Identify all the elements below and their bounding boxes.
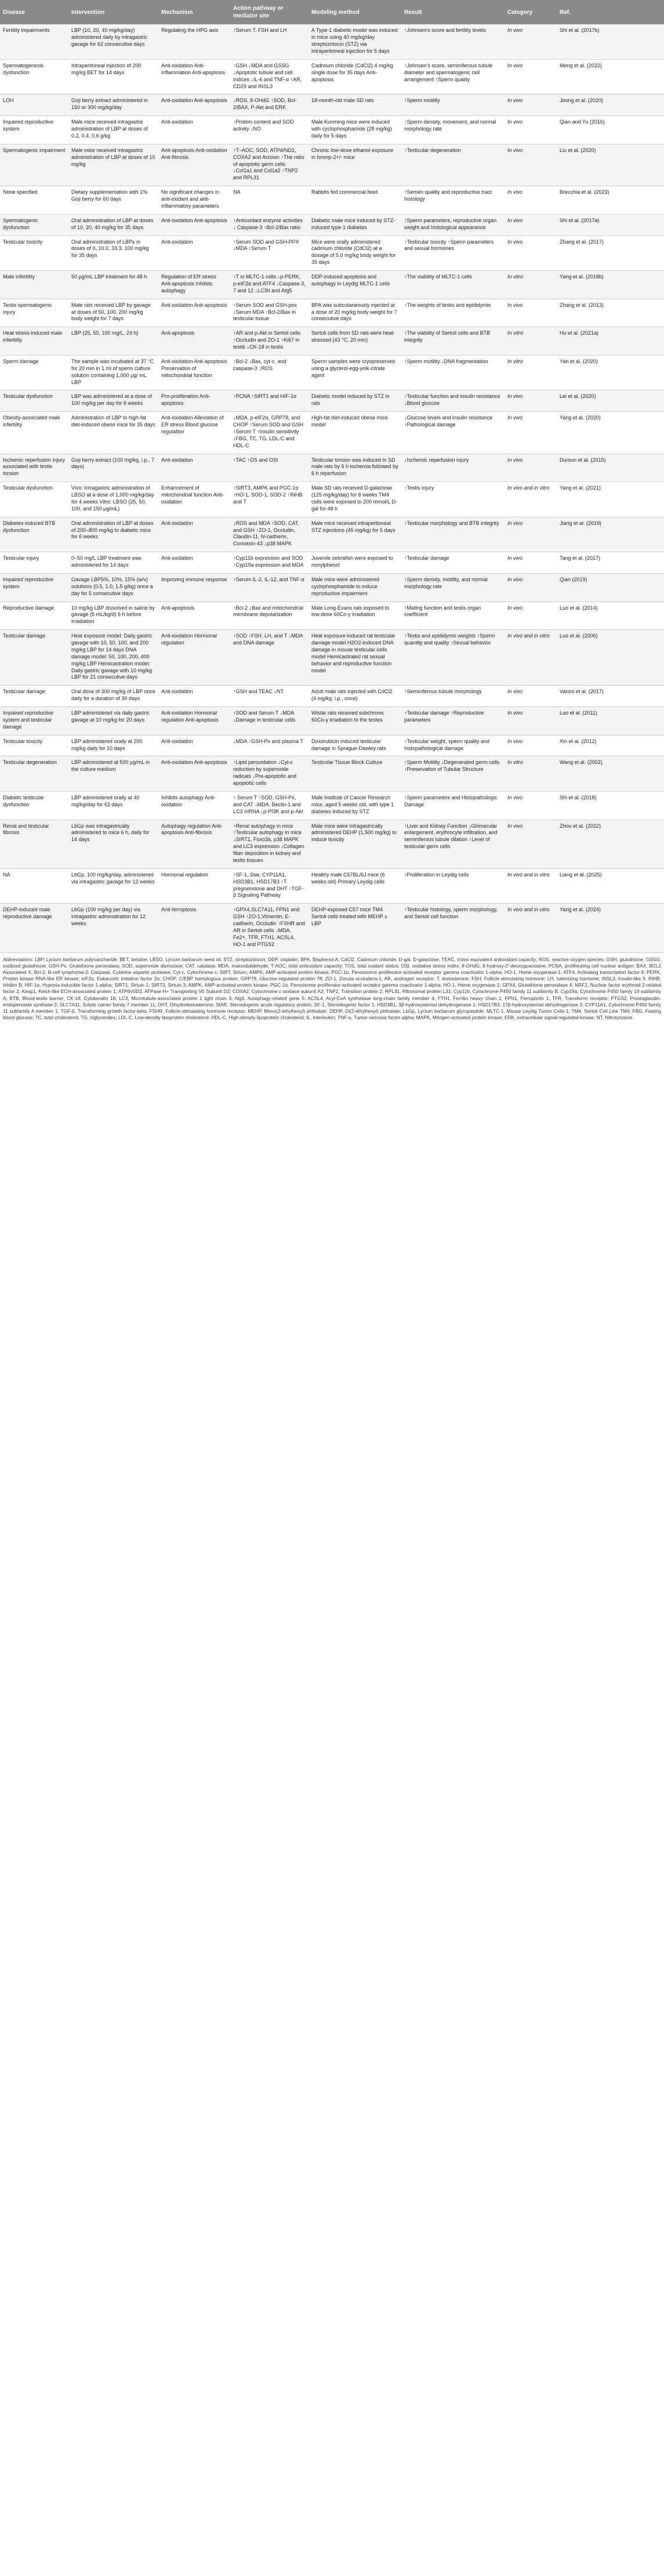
cell-intervention: Oral administration of LBP at doses of 10, 20, 40 mg/kg for 35 days	[68, 214, 158, 236]
cell-intervention: LbGp was intragastrically administered to mice 6 h, daily for 14 days	[68, 820, 158, 868]
cell-result: ↑Testicular damage	[401, 552, 505, 574]
cell-ref: Hu et al. (2021a)	[557, 327, 664, 356]
cell-action: ↑GSH ↓MDA and GSSG ↓Apoptotic tubule and cell indices ↓IL-6 and TNF-α ↑AR, CD29 and INSL3	[230, 59, 309, 95]
cell-model: Male Kunming mice were induced with cyclophosphamide (28 mg/kg) daily for 5 days	[309, 116, 401, 144]
cell-disease: Testicular dysfunction	[0, 390, 68, 412]
cell-mechanism: Hormonal regulation	[158, 868, 230, 904]
cell-ref: Xin et al. (2012)	[557, 735, 664, 756]
cell-ref: Jeong et al. (2020)	[557, 95, 664, 116]
cell-disease: NA	[0, 868, 68, 904]
cell-category: In vitro	[505, 327, 557, 356]
cell-model: Male mice were administered cyclophosphamide to induce reproductive impairment	[309, 573, 401, 602]
table-row	[0, 735, 664, 756]
cell-model: Testicular Tissue Block Culture	[309, 756, 401, 792]
cell-intervention: Gavage LBP5%, 10%, 15% (w/v) solutions (0.5, 1.0, 1.5 g/kg) once a day for 5 consecutive days	[68, 573, 158, 602]
header-mechanism: Mechanism	[158, 0, 230, 24]
table-row	[0, 602, 664, 630]
cell-action: ↓MDA, p-eIF2α, GRP78, and CHOP ↑Serum SOD and GSH ↑Serum T ↑Insulin sensitivity ↓FBG, TC, TG, LDL-C and HDL-C	[230, 412, 309, 454]
cell-category: In vivo	[505, 552, 557, 574]
cell-model: DDP-induced apoptosis and autophagy in Leydig MLTC-1 cells	[309, 271, 401, 299]
cell-ref: Zhou et al. (2022)	[557, 820, 664, 868]
cell-intervention: Male mice received intragastric administration of LBP at doses of 0.2, 0.4, 0.6 g/kg	[68, 116, 158, 144]
cell-category: In vivo and in vitro	[505, 868, 557, 904]
cell-intervention: LBP administered at 500 μg/mL in the culture medium	[68, 756, 158, 792]
abbreviations-lead: Abbreviations: LBP, Lycium barbarum polysaccharide;	[3, 956, 118, 962]
cell-intervention: 50 μg/mL LBP treatment for 48 h	[68, 271, 158, 299]
cell-category: In vivo	[505, 707, 557, 736]
table-row	[0, 482, 664, 517]
table-row	[0, 756, 664, 792]
cell-model: Diabetic male mice induced by STZ-induced type-1 diabetes	[309, 214, 401, 236]
table-row	[0, 186, 664, 215]
cell-mechanism: Anti-apoptosis	[158, 602, 230, 630]
cell-action: ↓ROS and MDA ↑SOD, CAT, and GSH ↑ZO-1, Occludin, Claudin-11, N-cadherin, Connexin-43 ↓p38 MAPK	[230, 517, 309, 552]
cell-intervention: Oral administration of LBPs in doses of 0, 10.0, 33.3, 100 mg/kg for 35 days	[68, 236, 158, 271]
cell-intervention: LBP administered orally at 40 mg/kg/day for 62 days	[68, 791, 158, 820]
cell-result: ↓Glucose levels and insulin resistance ↑Pathological damage	[401, 412, 505, 454]
cell-ref: Shi et al. (2018)	[557, 791, 664, 820]
cell-disease: Testicular damage	[0, 686, 68, 707]
table-header	[0, 0, 664, 24]
table-row	[0, 517, 664, 552]
cell-disease: Testicular dysfunction	[0, 482, 68, 517]
cell-mechanism: Anti-oxidation	[158, 116, 230, 144]
cell-model: A Type-1 diabetic model was induced in mice using 40 mg/kg/day streptozotocin (STZ) via intraperitoneal injection for 5 days	[309, 24, 401, 59]
cell-model: DEHP-exposed C57 mice TM4 Sertoli cells treated with MEHP ± LBP	[309, 904, 401, 952]
table-row	[0, 271, 664, 299]
table-row	[0, 686, 664, 707]
lbp-summary-table	[0, 0, 664, 953]
cell-mechanism: Anti-apoptosis	[158, 327, 230, 356]
cell-intervention: Administration of LBP to high-fat diet-induced obese mice for 35 days	[68, 412, 158, 454]
cell-category: In vivo	[505, 820, 557, 868]
cell-result: ↑Testicular morphology and BTB integrity	[401, 517, 505, 552]
cell-action: ↑SIRT3, AMPK and PGC-1α ↑HO-1, SOD-1, SOD-2 ↑INHB and T	[230, 482, 309, 517]
cell-model: Sertoli cells from SD rats were heat-stressed (43 °C, 20 min)	[309, 327, 401, 356]
cell-action: ↑Serum IL-2, IL-12, and TNF-α	[230, 573, 309, 602]
header-action: Action pathway or mediator site	[230, 0, 309, 24]
cell-intervention: Male mice received intragastric administration of LBP at doses of 10 mg/kg	[68, 144, 158, 186]
cell-result: ↑Sperm density, motility, and normal morphology rate	[401, 573, 505, 602]
cell-result: ↑The weights of testis and epididymis	[401, 299, 505, 327]
cell-action: ↑PCNA ↑SIRT1 and HIF-1α	[230, 390, 309, 412]
cell-ref: Varoni et al. (2017)	[557, 686, 664, 707]
cell-category: In vivo	[505, 412, 557, 454]
cell-action: ↑AR and p-Akt in Sertoli cells ↑Occludin and ZO-1 ↑Ki67 in testis ↓CK-18 in testis	[230, 327, 309, 356]
cell-category: In vivo	[505, 517, 557, 552]
cell-category: In vivo	[505, 686, 557, 707]
cell-result: ↑Proliferation in Leydig cells	[401, 868, 505, 904]
cell-intervention: Oral administration of LBP at doses of 200–800 mg/kg to diabetic mice for 6 weeks	[68, 517, 158, 552]
header-category: Category	[505, 0, 557, 24]
cell-result: ↑Sperm motility ↓DNA fragmentation	[401, 355, 505, 390]
table-row	[0, 552, 664, 574]
cell-action: ↑Serum T, FSH and LH	[230, 24, 309, 59]
cell-category: In vivo and in vitro	[505, 904, 557, 952]
cell-ref: Tang et al. (2017)	[557, 552, 664, 574]
cell-category: In vivo	[505, 454, 557, 482]
cell-intervention: LBP administered via daily gastric gavage at 10 mg/kg for 20 days	[68, 707, 158, 736]
cell-action: ↑Serum SOD and GSH-PPX ↓MDA ↑Serum T	[230, 236, 309, 271]
cell-intervention: LBP (10, 20, 40 mg/kg/day) administered daily by intragastric gavage for 62 consecutive days	[68, 24, 158, 59]
cell-mechanism: Anti-oxidation	[158, 517, 230, 552]
summary-table-container	[0, 0, 664, 1023]
cell-disease: Sperm damage	[0, 355, 68, 390]
cell-category: In vivo	[505, 791, 557, 820]
cell-intervention: Dietary supplementation with 1% Goji berry for 60 days	[68, 186, 158, 215]
cell-disease: LOH	[0, 95, 68, 116]
cell-model: Heat exposure-induced rat testicular damage model H2O2-induced DNA damage in mouse testicular cells model Hemicastrated rat sexual behavior and reproductive function model	[309, 630, 401, 686]
cell-intervention: 0–50 mg/L LBP treatment was administered for 14 days	[68, 552, 158, 574]
cell-mechanism: Regulation of ER stress Anti-apoptosis Inhibits autophagy	[158, 271, 230, 299]
header-ref: Ref.	[557, 0, 664, 24]
cell-ref: Qian and Yu (2016)	[557, 116, 664, 144]
table-row	[0, 144, 664, 186]
cell-ref: Yang et al. (2021)	[557, 482, 664, 517]
cell-result: ↑The viability of MLTC-1 cells	[401, 271, 505, 299]
cell-intervention: Heat exposure model: Daily gastric gavage with 10, 50, 100, and 200 mg/kg LBP for 14 days DNA damage model: 50, 100, 200, 400 mg/kg LBP Hemicastration model: Daily gastric gavage with 10 mg/kg LBP for 21 consecutive days	[68, 630, 158, 686]
cell-disease: Testis spermatogenic injury	[0, 299, 68, 327]
cell-category: In vivo	[505, 24, 557, 59]
cell-action: ↑SF-1, Star, CYP11A1, HSD3B1, HSD17B3 ↑T pregnenolone and DHT ↑TGF-β Signaling Pathway	[230, 868, 309, 904]
cell-model: Testicular torsion was induced in SD male rats by 5 h ischemia followed by 6 h reperfusion	[309, 454, 401, 482]
cell-result: ↑Johnsen's score, seminiferous tubule diameter and spermatogenic cell arrangement ↑Sperm quality	[401, 59, 505, 95]
cell-category: In vivo	[505, 144, 557, 186]
cell-disease: Testicular damage	[0, 630, 68, 686]
table-row	[0, 630, 664, 686]
cell-intervention: Intraperitoneal injection of 200 mg/kg BET for 14 days	[68, 59, 158, 95]
header-row	[0, 0, 664, 24]
table-row	[0, 707, 664, 736]
cell-ref: Shi et al. (2017a)	[557, 214, 664, 236]
cell-category: In vitro	[505, 271, 557, 299]
cell-mechanism: Anti-oxidation	[158, 454, 230, 482]
cell-ref: Luo et al. (2011)	[557, 707, 664, 736]
header-disease: Disease	[0, 0, 68, 24]
cell-mechanism: Anti-ferroptosis	[158, 904, 230, 952]
cell-mechanism: Autophagy regulation Anti-apoptosis Anti-fibrosis	[158, 820, 230, 868]
cell-action: ↑SOD ↑FSH, LH, and T ↓MDA and DNA damage	[230, 630, 309, 686]
cell-action: NA	[230, 186, 309, 215]
cell-disease: Heat stress-induced male infertility	[0, 327, 68, 356]
cell-intervention: Goji berry extract (100 mg/kg, i.p., 7 days)	[68, 454, 158, 482]
cell-category: In vivo	[505, 116, 557, 144]
cell-ref: Luo et al. (2006)	[557, 630, 664, 686]
cell-mechanism: Anti-oxidation	[158, 236, 230, 271]
cell-model: Diabetic model induced by STZ in rats	[309, 390, 401, 412]
table-row	[0, 573, 664, 602]
cell-model: BPA was subcutaneously injected at a dose of 20 mg/kg body weight for 7 consecutive days	[309, 299, 401, 327]
table-row	[0, 454, 664, 482]
cell-mechanism: Anti-oxidation Anti-apoptosis	[158, 756, 230, 792]
cell-model: Chronic low-dose ethanol exposure in bmmp-2+/- mice	[309, 144, 401, 186]
cell-intervention: Oral dose of 300 mg/kg of LBP once daily for a duration of 30 days	[68, 686, 158, 707]
cell-action: ↓MDA ↑GSH-Px and plasma T	[230, 735, 309, 756]
cell-ref: Jiang et al. (2019)	[557, 517, 664, 552]
abbreviations-footnote	[0, 953, 664, 1024]
cell-ref: Yang et al. (2024)	[557, 904, 664, 952]
cell-disease: Testicular degeneration	[0, 756, 68, 792]
cell-model: Male Long-Evans rats exposed to low-dose 60Co-γ irradiation	[309, 602, 401, 630]
cell-model: Sperm samples were cryopreserved using a glycerol-egg-yolk-citrate agent	[309, 355, 401, 390]
cell-mechanism: Anti-oxidation Anti-inflammation Anti-apoptosis	[158, 59, 230, 95]
cell-result: ↓Ischemic reperfusion injury	[401, 454, 505, 482]
header-result: Result	[401, 0, 505, 24]
cell-model: Doxorubicin induced testicular damage in Sprague-Dawley rats	[309, 735, 401, 756]
cell-intervention: 10 mg/kg LBP dissolved in saline by gavage (5 mL/kg/d) 6 h before irradiation	[68, 602, 158, 630]
cell-ref: Wang et al. (2002)	[557, 756, 664, 792]
cell-result: ↑Testicular function and insulin resistance ↓Blood glucose	[401, 390, 505, 412]
table-row	[0, 214, 664, 236]
cell-ref: Liang et al. (2025)	[557, 868, 664, 904]
cell-result: ↑Sperm motility	[401, 95, 505, 116]
cell-disease: Renal and testicular fibrosis	[0, 820, 68, 868]
cell-mechanism: Regulating the HPG axis	[158, 24, 230, 59]
cell-disease: Impaired reproductive system	[0, 116, 68, 144]
cell-disease: Male infertility	[0, 271, 68, 299]
cell-disease: Impaired reproductive system and testicular damage	[0, 707, 68, 736]
cell-action: ↑Serum SOD and GSH-pox ↓Serum MDA ↑Bcl-2/Bax in testicular tissue	[230, 299, 309, 327]
cell-disease: Testicular injury	[0, 552, 68, 574]
cell-disease: Testicular toxicity	[0, 236, 68, 271]
cell-mechanism: Anti-oxidation	[158, 552, 230, 574]
table-row	[0, 904, 664, 952]
table-row	[0, 791, 664, 820]
cell-ref: Yang et al. (2018b)	[557, 271, 664, 299]
cell-model: Male mice received intraperitoneal STZ injections (45 mg/kg) for 5 days	[309, 517, 401, 552]
cell-result: ↑Testicular histology, sperm morphology, and Sertoli cell function	[401, 904, 505, 952]
cell-ref: Shi et al. (2017b)	[557, 24, 664, 59]
cell-category: In vivo	[505, 236, 557, 271]
table-row	[0, 412, 664, 454]
cell-mechanism: Inhibits autophagy Anti-oxidation	[158, 791, 230, 820]
cell-result: ↑Liver and Kidney Function ↓Glomerular enlargement, erythrocyte infiltration, and seminiferous tubule dilation ↑Level of testicular germ cells	[401, 820, 505, 868]
cell-model: Adult male rats injected with CdCl2 (4 mg/kg, i.p., once)	[309, 686, 401, 707]
cell-ref: Lei et al. (2020)	[557, 390, 664, 412]
abbreviations-text: BET, betaine; LBSO, Lycium barbarum seed oil; STZ, streptozotocin; DDP, cisplatin; BPA, Bisphenol A; CdCl2, Cadmium chloride; D-gal, D-galactose; TEAC, trolox equivalent antioxidant capacity; ROS, reactive oxygen species; GSH, glutathione; GSSG, oxidized glutathione; GSH-Px, Glutathione peroxidase; SOD, superoxide dismutase; CAT, catalase; MDA, malondialdehyde; T-AOC, total antioxidant capacity; TOS, total oxidant status; OSI, oxidative stress index; 8-OHdG, 8-hydroxy-2'-deoxyguanosine; PCNA, proliferating cell nuclear antigen; BAX, BCL2 Associated X; Bcl-2, B-cell lymphoma-2; Caspase, Cysteine aspartic protease; Cyt-c, Cytochrome c; SIRT, Sirtuin; AMPK, AMP-activated protein kinase; PGC-1α, Peroxisome proliferator-activated receptor gamma coactivator 1-alpha; HO-1, Heme oxygenase-1; ATF4, Activating transcription factor 4; PERK, Protein kinase RNA-like ER kinase; eIF2α, Eukaryotic initiation factor 2α; CHOP, C/EBP homologous protein; GRP78, Glucose-regulated protein 78; ZO-1, Zonula occludens-1; AR, androgen receptor; T, testosterone; FSH, Follicle-stimulating hormone; LH, luteinizing hormone; INSL3, Insulin-like 3; INHB, Inhibin B; HIF-1α, Hypoxia-inducible factor 1-alpha; SIRT1, Sirtuin 1; SIRT3, Sirtuin 3; AMPK, AMP-activated protein kinase; PGC-1α, Peroxisome proliferator-activated receptor gamma coactivator 1-alpha; HO-1, Heme oxygenase-1; GPX4, Glutathione peroxidase 4; NRF2, Nuclear factor erythroid 2-related factor 2; Keap1, Kelch-like ECH-associated protein 1; ATP6V0D2, ATPase H+ Transporting V0 Subunit D2; COXA2, Cytochrome c oxidase subunit A2; TNP2, Transition protein 2; RPL31, Ribosomal protein L31; Cyp11b, Cytochrome P450 family 11 subfamily B; Cyp19a, Cytochrome P450 family 19 subfamily A; BTB, Blood-testis barrier; CK-18, Cytokeratin 18; LC3, Microtubule-associated protein 1 light chain 3; Atg5, Autophagy-related gene 5; ACSL4, Acyl-CoA synthetase long-chain family member 4; FTH1, Ferritin heavy chain 1; FPN1, Ferroportin 1; TFR, Transferrin receptor; PTGS2, Prostaglandin-endoperoxide synthase 2; SLC7A11, Solute carrier family 7 member 11; DHT, Dihydrotestosterone; StAR, Steroidogenic acute regulatory protein; SF-1, Steroidogenic factor 1; HSD3B1, 3β-hydroxysteroid dehydrogenase 1; HSD17B3, 17β-hydroxysteroid dehydrogenase 3; CYP11A1, Cytochrome P450 family 11 subfamily A member 1; TGF-β, Transforming growth factor-beta; FSHR, Follicle-stimulating hormone receptor; MEHP, Mono(2-ethylhexyl) phthalate; DEHP, Di(2-ethylhexyl) phthalate; LbGp, Lycium barbarum glycopeptide; MLTC-1, Mouse Leydig Tumor Cells-1; TM4, Sertoli Cell Line TM4; FBG, Fasting blood glucose; TC, total cholesterol; TG, triglycerides; LDL-C, Low-density lipoprotein cholesterol; HDL-C, High-density lipoprotein cholesterol; IL, interleukin; TNF-α, Tumor necrosis factor-alpha; MAPK, Mitogen-activated protein kinase; ERK, extracellular signal-regulated kinase; NT, Nitrotyrosine.	[3, 956, 661, 1021]
cell-result: ↑Testicular degeneration	[401, 144, 505, 186]
cell-disease: None specified	[0, 186, 68, 215]
cell-mechanism: Anti-oxidation Anti-apoptosis Preservation of mitochondrial function	[158, 355, 230, 390]
cell-category: In vivo	[505, 602, 557, 630]
cell-mechanism: Anti-oxidation	[158, 735, 230, 756]
cell-action: ↑Lipid peroxidation ↓Cyt-c reduction by superoxide radicals ↓Pre-apoptotic and apoptotic cells	[230, 756, 309, 792]
cell-model: High-fat diet-induced obese mice model	[309, 412, 401, 454]
cell-action: ↑GPX4,SLC7A11, FPN1 and GSH ↑ZO-1,Vimentin, E-cadherin, Occludin ↑FSHR and AR in Sertoli cells ↓MDA, Fe2+, TFR, FTH1, ACSL4, HO-1 and PTGS2	[230, 904, 309, 952]
table-body	[0, 24, 664, 952]
cell-action: ↑Antioxidant enzyme activities ↓ Caspase-3 ↑Bcl-2/Bax ratio	[230, 214, 309, 236]
cell-model: Healthy male C57BL/6J mice (6 weeks old) Primary Leydig cells	[309, 868, 401, 904]
cell-action: ↑Protein content and SOD activity ↓NO	[230, 116, 309, 144]
cell-result: ↑Mating function and testis organ coefficient	[401, 602, 505, 630]
header-intervention: Intervention	[68, 0, 158, 24]
cell-intervention: Male rats received LBP by gavage at doses of 50, 100, 200 mg/kg body weight for 7 days	[68, 299, 158, 327]
cell-action: ↑ Serum T ↑SOD, GSH-Px, and CAT ↓MDA, Beclin-1 and LC3 mRNA ↓p-PI3K and p-Akt	[230, 791, 309, 820]
cell-model: Rabbits fed commercial feed	[309, 186, 401, 215]
table-row	[0, 868, 664, 904]
cell-mechanism: Anti-oxidation	[158, 686, 230, 707]
cell-result: ↑Testicular toxicity ↑Sperm parameters and sexual hormones	[401, 236, 505, 271]
cell-action: ↑T–AOC, SOD, ATPd/ND2, COXA2 and Acrosin ↑The ratio of apoptotic germ cells ↓Col1a1 and Col1a2 ↑TNP2 and RPL31	[230, 144, 309, 186]
cell-mechanism: Anti-oxidation Anti-apoptosis	[158, 299, 230, 327]
cell-intervention: Vivo: Intragastric administration of LBSO at a dose of 1,000 mg/kg/day for 4 weeks Vitro: LBSO (25, 50, 100, and 150 μg/mL)	[68, 482, 158, 517]
cell-intervention: LBP administered orally at 200 mg/kg daily for 10 days	[68, 735, 158, 756]
cell-action: ↑SOD and Serum T ↓MDA ↓Damage in testicular cells	[230, 707, 309, 736]
cell-mechanism: Pro-proliferation Anti-apoptosis	[158, 390, 230, 412]
cell-model: Male Institute of Cancer Research mice, aged 5 weeks old, with type 1 diabetes induced by STZ	[309, 791, 401, 820]
cell-result: ↑Testis injury	[401, 482, 505, 517]
table-row	[0, 24, 664, 59]
cell-result: ↑Sperm density, movement, and normal morphology rate	[401, 116, 505, 144]
cell-result: ↑Johnsen's score and fertility levels	[401, 24, 505, 59]
cell-ref: Zhang et al. (2013)	[557, 299, 664, 327]
table-row	[0, 390, 664, 412]
cell-model: 18-month-old male SD rats	[309, 95, 401, 116]
cell-mechanism: Anti-apoptosis Anti-oxidation Anti-fibrosis	[158, 144, 230, 186]
cell-disease: Fertility impairments	[0, 24, 68, 59]
cell-category: In vivo	[505, 95, 557, 116]
cell-disease: Testicular toxicity	[0, 735, 68, 756]
cell-intervention: LBP (25, 50, 100 mg/L, 24 h)	[68, 327, 158, 356]
cell-result: ↑Testis and epididymis weights ↑Sperm quantity and quality ↑Sexual behavior	[401, 630, 505, 686]
cell-action: ↑T in MLTC-1 cells ↓p-PERK, p-eIF2α and ATF4 ↓Caspase 3, 7 and 12 ↓LC3II and Atg5	[230, 271, 309, 299]
cell-result: ↑Sperm parameters, reproductive organ weight and histological appearance	[401, 214, 505, 236]
cell-model: Wistar rats received subchronic 60Co-γ irradiation to the testes	[309, 707, 401, 736]
cell-ref: Dursun et al. (2015)	[557, 454, 664, 482]
cell-disease: Obesity-associated male infertility	[0, 412, 68, 454]
cell-mechanism: Improving immune response	[158, 573, 230, 602]
cell-ref: Yang et al. (2020)	[557, 412, 664, 454]
cell-mechanism: Anti-oxidation Alleviation of ER stress Blood glucose regulation	[158, 412, 230, 454]
cell-model: Cadmium chloride (CdCl2) 4 mg/kg single dose for 35 days Anti-apoptosis	[309, 59, 401, 95]
table-row	[0, 59, 664, 95]
table-row	[0, 236, 664, 271]
table-row	[0, 95, 664, 116]
table-row	[0, 299, 664, 327]
cell-result: ↑The viability of Sertoli cells and BTB integrity	[401, 327, 505, 356]
cell-result: ↑Seminiferous tubule morphology	[401, 686, 505, 707]
cell-disease: Reproductive damage	[0, 602, 68, 630]
cell-result: ↑Testicular damage ↑Reproductive parameters	[401, 707, 505, 736]
cell-disease: Impaired reproductive system	[0, 573, 68, 602]
header-model: Modeling method	[309, 0, 401, 24]
cell-category: In vitro	[505, 355, 557, 390]
cell-mechanism: Anti-oxidation Anti-apoptosis	[158, 214, 230, 236]
cell-action: ↑Cyp11b expression and SOD ↑Cyp19a expression and MDA	[230, 552, 309, 574]
cell-action: ↑GSH and TEAC ↓NT.	[230, 686, 309, 707]
cell-category: In vitro	[505, 756, 557, 792]
cell-category: In vivo	[505, 735, 557, 756]
cell-result: ↑Sperm parameters and Histopathologic Damage	[401, 791, 505, 820]
cell-ref: Meng et al. (2022)	[557, 59, 664, 95]
cell-intervention: Goji berry extract administered in 150 or 300 mg/kg/day	[68, 95, 158, 116]
cell-result: ↑Semen quality and reproductive tract histology	[401, 186, 505, 215]
cell-action: ↑Renal autophagy in mice ↑Testicular autophagy in mice ↓SIRT1, Foxo3a, p38 MAPK and LC3 expression ↓Collagen fiber deposition in kidney and testis tissues	[230, 820, 309, 868]
cell-model: Mice were orally administered cadmium chloride (CdCl2) at a dosage of 5.0 mg/kg body weight for 35 days	[309, 236, 401, 271]
cell-disease: Diabetes-induced BTB dysfunction	[0, 517, 68, 552]
cell-category: In vivo	[505, 186, 557, 215]
cell-ref: Zhang et al. (2017)	[557, 236, 664, 271]
cell-model: Juvenile zebrafish were exposed to nonylphenol	[309, 552, 401, 574]
cell-category: In vivo and in vitro	[505, 482, 557, 517]
cell-disease: Spermatogenic impairment	[0, 144, 68, 186]
cell-intervention: The sample was incubated at 37 °C for 20 min in 1 ml of sperm culture solution containing 1,000 μg/ mL LBP	[68, 355, 158, 390]
cell-mechanism: Anti-oxidation Anti-apoptosis	[158, 95, 230, 116]
cell-ref: Qian (2019)	[557, 573, 664, 602]
cell-category: In vivo	[505, 390, 557, 412]
cell-action: ↑Bcl-2 ↓Bax, cyt-c, and caspase-3 ↓ROS	[230, 355, 309, 390]
cell-mechanism: Anti-oxidation Hormonal regulation	[158, 630, 230, 686]
cell-category: In vivo	[505, 573, 557, 602]
cell-result: ↑Sperm Motility ↓Degenerated germ cells ↑Preservation of Tubular Structure	[401, 756, 505, 792]
cell-ref: Liu et al. (2020)	[557, 144, 664, 186]
cell-model: Male SD rats received D-galactose (125 mg/kg/day) for 8 weeks TM4 cells were exposed to 200 mmol/L D-gal for 48 h	[309, 482, 401, 517]
cell-category: In vivo	[505, 214, 557, 236]
cell-result: ↑Testicular weight, sperm quality and histopathological damage	[401, 735, 505, 756]
cell-intervention: LbGp, 100 mg/kg/day, administered via intragastric gavage for 12 weeks	[68, 868, 158, 904]
cell-disease: Ischemic reperfusion injury associated with testis torsion	[0, 454, 68, 482]
cell-mechanism: Anti-oxidation Hormonal regulation Anti-apoptosis	[158, 707, 230, 736]
cell-ref: Brecchia et al. (2023)	[557, 186, 664, 215]
cell-intervention: LbGp (100 mg/kg per day) via intragastric administration for 12 weeks	[68, 904, 158, 952]
cell-action: ↓ROS, 8-OHdG ↑SOD, Bcl-2/BAX, P-Akt and ERK	[230, 95, 309, 116]
cell-category: In vivo and in vitro	[505, 630, 557, 686]
cell-model: Male mice were intragastrically administered DEHP (1,500 mg/kg) to induce toxicity	[309, 820, 401, 868]
cell-ref: Luo et al. (2014)	[557, 602, 664, 630]
cell-intervention: LBP was administered at a dose of 100 mg/kg per day for 6 weeks	[68, 390, 158, 412]
cell-disease: DEHP-induced male reproductive damage	[0, 904, 68, 952]
cell-disease: Spermatogenic dysfunction	[0, 214, 68, 236]
cell-action: ↑Bcl-2 ↓Bax and mitochondrial membrane depolarization	[230, 602, 309, 630]
table-row	[0, 116, 664, 144]
cell-disease: Spermatogenesis dysfunction	[0, 59, 68, 95]
cell-mechanism: Enhancement of mitochondrial function Anti-oxidation	[158, 482, 230, 517]
cell-category: In vivo	[505, 299, 557, 327]
table-row	[0, 355, 664, 390]
table-row	[0, 327, 664, 356]
cell-ref: Yan et al. (2020)	[557, 355, 664, 390]
cell-disease: Diabetic testicular dysfunction	[0, 791, 68, 820]
table-row	[0, 820, 664, 868]
cell-action: ↑TAC ↑OS and OSI	[230, 454, 309, 482]
cell-mechanism: No significant changes in anti-oxidant and anti-inflammatory parameters	[158, 186, 230, 215]
cell-category: In vivo	[505, 59, 557, 95]
